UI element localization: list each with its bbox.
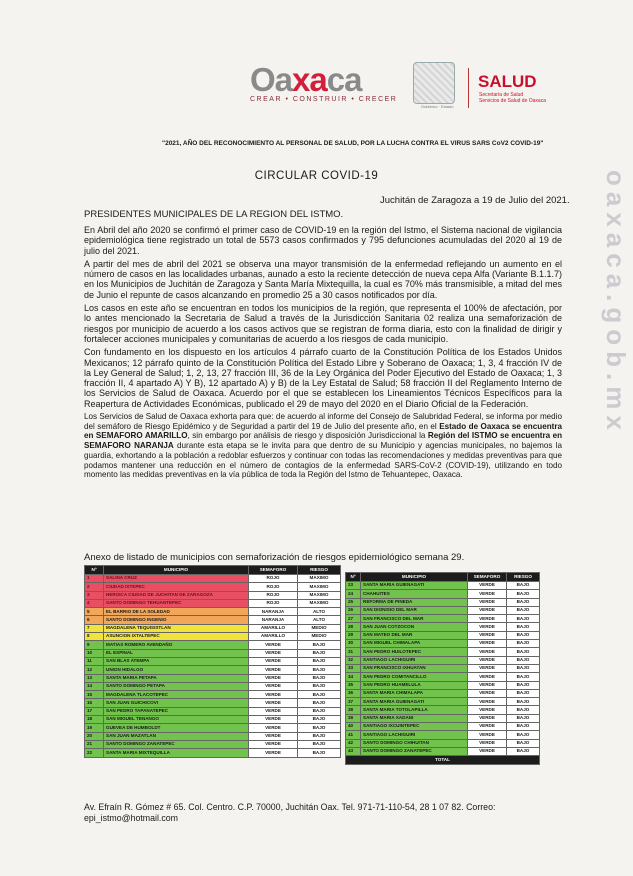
cell-municipio: SANTO DOMINGO PETAPA: [104, 682, 249, 690]
cell-municipio: SANTA MARIA MIXTEQUILLA: [104, 749, 249, 757]
table-row: [346, 640, 540, 648]
cell-num: 22: [85, 749, 104, 757]
cell-municipio: SANTO DOMINGO ZANATEPEC: [361, 747, 468, 755]
year-motto: "2021, AÑO DEL RECONOCIMIENTO AL PERSONAL DE SALUD, POR LA LUCHA CONTRA EL VIRUS SARS CoV2 COVID-19": [162, 140, 544, 147]
cell-riesgo: BAJO: [507, 664, 540, 672]
cell-riesgo: ALTO: [298, 616, 341, 624]
cell-num: 42: [346, 739, 361, 747]
cell-riesgo: BAJO: [507, 648, 540, 656]
table-row: [346, 706, 540, 714]
table-row: [85, 575, 341, 583]
table-row: [85, 591, 341, 599]
cell-riesgo: BAJO: [507, 747, 540, 755]
cell-semaforo: VERDE: [249, 724, 298, 732]
cell-num: 39: [346, 714, 361, 722]
cell-municipio: GUEVEA DE HUMBOLDT: [104, 724, 249, 732]
state-seal-icon: [413, 62, 455, 104]
cell-municipio: CHAHUITES: [361, 590, 468, 598]
cell-riesgo: BAJO: [507, 623, 540, 631]
cell-municipio: SAN FRANCISCO DEL MAR: [361, 615, 468, 623]
date-line: Juchitán de Zaragoza a 19 de Julio del 2021.: [380, 195, 570, 206]
cell-semaforo: VERDE: [468, 606, 507, 614]
cell-semaforo: VERDE: [249, 691, 298, 699]
cell-semaforo: NARANJA: [249, 616, 298, 624]
cell-num: 7: [85, 624, 104, 632]
table-row: [346, 689, 540, 697]
cell-riesgo: BAJO: [298, 682, 341, 690]
seal-caption: Gobierno · Estado: [421, 104, 454, 109]
cell-municipio: SAN DIONISIO DEL MAR: [361, 606, 468, 614]
cell-num: 38: [346, 706, 361, 714]
cell-semaforo: VERDE: [249, 732, 298, 740]
cell-num: 30: [346, 640, 361, 648]
risk-table-left: [84, 565, 341, 758]
cell-municipio: EL BARRIO DE LA SOLEDAD: [104, 608, 249, 616]
footer-email: epi_istmo@hotmail.com: [84, 813, 178, 823]
cell-semaforo: AMARILLO: [249, 624, 298, 632]
cell-num: 21: [85, 740, 104, 748]
header-divider: [468, 68, 469, 108]
cell-riesgo: BAJO: [507, 698, 540, 706]
cell-num: 20: [85, 732, 104, 740]
cell-semaforo: VERDE: [249, 641, 298, 649]
cell-municipio: SALINA CRUZ: [104, 575, 249, 583]
table-row: [346, 731, 540, 739]
cell-num: 2: [85, 583, 104, 591]
total-label: TOTAL: [346, 756, 540, 764]
cell-semaforo: VERDE: [249, 699, 298, 707]
logo-tagline: CREAR • CONSTRUIR • CRECER: [250, 96, 398, 103]
cell-num: 43: [346, 747, 361, 755]
cell-semaforo: VERDE: [468, 681, 507, 689]
table-row: [346, 739, 540, 747]
annex-title: Anexo de listado de municipios con semaforización de riesgos epidemiológico semana 29.: [84, 552, 465, 563]
cell-riesgo: BAJO: [298, 724, 341, 732]
cell-municipio: SANTA MARIA CHIMALAPA: [361, 689, 468, 697]
salud-logo: SALUD: [478, 72, 537, 91]
paragraph-3: Los casos en este año se encuentran en todos los municipios de la región, que representa el 100% de afectación, por lo antes mencionado la Secretaria de Salud a través de la Jurisdicción Sanitaria 02 realiza una semaforización de riesgos por municipio de acuerdo a los casos activos que se registran de forma diaria, esto con la finalidad de dirigir y fortalecer acciones municipales y comunitarias de acuerdo a los riesgos de cada municipio.: [84, 303, 562, 344]
paragraph-2: A partir del mes de abril del 2021 se observa una mayor transmisión de la enfermedad reflejando un aumento en el número de casos en las localidades urbanas, aunado a esto la reciente detección de nueva cepa Alfa (Variante B.1.1.7) en los Municipios de Juchitán de Zaragoza y Santa María Mixtequilla, la cual es 70% más transmisible, a mitad del mes de Junio el repunte de casos alcanzando en promedio 25 a 30 casos notificados por día.: [84, 258, 562, 300]
cell-riesgo: BAJO: [507, 590, 540, 598]
risk-table-right: [345, 572, 540, 765]
cell-semaforo: VERDE: [468, 640, 507, 648]
cell-municipio: SANTIAGO IXCUINTEPEC: [361, 723, 468, 731]
table-row: [346, 590, 540, 598]
cell-num: 26: [346, 606, 361, 614]
cell-semaforo: VERDE: [249, 716, 298, 724]
cell-semaforo: VERDE: [249, 666, 298, 674]
cell-municipio: SAN JUAN MAZATLAN: [104, 732, 249, 740]
cell-num: 6: [85, 616, 104, 624]
cell-municipio: SAN MIGUEL TENANGO: [104, 716, 249, 724]
cell-riesgo: BAJO: [298, 732, 341, 740]
watermark-side-graphic: oaxaca.gob.mx: [601, 170, 631, 436]
table-row: [346, 664, 540, 672]
document-title: CIRCULAR COVID-19: [254, 170, 379, 182]
cell-semaforo: VERDE: [468, 747, 507, 755]
cell-semaforo: ROJO: [249, 575, 298, 583]
cell-semaforo: VERDE: [468, 739, 507, 747]
table-row: [346, 615, 540, 623]
cell-num: 23: [346, 582, 361, 590]
cell-riesgo: BAJO: [298, 699, 341, 707]
cell-municipio: SANTA MARIA GUIENAGATI: [361, 582, 468, 590]
table-row: [346, 648, 540, 656]
table-row: [85, 649, 341, 657]
cell-num: 9: [85, 641, 104, 649]
table-row: [85, 724, 341, 732]
cell-municipio: SANTA MARIA GUIENAGATI: [361, 698, 468, 706]
cell-num: 24: [346, 590, 361, 598]
cell-num: 12: [85, 666, 104, 674]
cell-semaforo: VERDE: [468, 623, 507, 631]
table-row: [85, 624, 341, 632]
cell-semaforo: VERDE: [468, 648, 507, 656]
cell-num: 8: [85, 633, 104, 641]
cell-municipio: SANTA MARIA PETAPA: [104, 674, 249, 682]
cell-municipio: MAGDALENA TEQUISISTLAN: [104, 624, 249, 632]
cell-num: 14: [85, 682, 104, 690]
cell-num: 27: [346, 615, 361, 623]
table-row: [346, 598, 540, 606]
cell-semaforo: VERDE: [468, 582, 507, 590]
table-row: [85, 641, 341, 649]
col-municipio: MUNICIPIO: [361, 573, 468, 582]
table-row: [85, 716, 341, 724]
col-semaforo: SEMAFORO: [468, 573, 507, 582]
cell-semaforo: VERDE: [468, 598, 507, 606]
table-row: [346, 698, 540, 706]
table-row: [346, 747, 540, 755]
table-row: [346, 623, 540, 631]
col-semaforo: SEMAFORO: [249, 566, 298, 575]
cell-municipio: EL ESPINAL: [104, 649, 249, 657]
cell-municipio: SAN PEDRO COMITANCILLO: [361, 673, 468, 681]
cell-riesgo: MAXIMO: [298, 583, 341, 591]
cell-riesgo: BAJO: [507, 631, 540, 639]
cell-riesgo: MAXIMO: [298, 575, 341, 583]
cell-municipio: SAN FRANCISCO IXHUATAN: [361, 664, 468, 672]
cell-municipio: ASUNCION IXTALTEPEC: [104, 633, 249, 641]
cell-semaforo: VERDE: [468, 631, 507, 639]
cell-riesgo: BAJO: [507, 714, 540, 722]
cell-riesgo: MEDIO: [298, 633, 341, 641]
cell-riesgo: BAJO: [507, 681, 540, 689]
cell-semaforo: AMARILLO: [249, 633, 298, 641]
cell-semaforo: VERDE: [249, 674, 298, 682]
addressee: PRESIDENTES MUNICIPALES DE LA REGION DEL ISTMO.: [84, 209, 344, 220]
table-row: [346, 681, 540, 689]
cell-riesgo: BAJO: [298, 641, 341, 649]
cell-riesgo: BAJO: [507, 739, 540, 747]
cell-num: 18: [85, 716, 104, 724]
cell-num: 1: [85, 575, 104, 583]
cell-num: 25: [346, 598, 361, 606]
cell-num: 5: [85, 608, 104, 616]
cell-num: 34: [346, 673, 361, 681]
cell-riesgo: BAJO: [507, 656, 540, 664]
cell-semaforo: VERDE: [249, 682, 298, 690]
cell-riesgo: BAJO: [507, 706, 540, 714]
cell-riesgo: BAJO: [298, 657, 341, 665]
table-row: [346, 673, 540, 681]
cell-semaforo: VERDE: [249, 740, 298, 748]
cell-num: 29: [346, 631, 361, 639]
cell-riesgo: MEDIO: [298, 624, 341, 632]
table-total-row: [346, 756, 540, 764]
cell-municipio: SANTA MARIA TOTOLAPILLA: [361, 706, 468, 714]
cell-semaforo: NARANJA: [249, 608, 298, 616]
table-row: [85, 699, 341, 707]
cell-municipio: UNION HIDALGO: [104, 666, 249, 674]
table-row: [85, 740, 341, 748]
cell-num: 19: [85, 724, 104, 732]
cell-riesgo: MAXIMO: [298, 591, 341, 599]
cell-semaforo: VERDE: [468, 664, 507, 672]
paragraph-5: Los Servicios de Salud de Oaxaca exhorta para que: de acuerdo al informe del Consejo de Salubridad Federal, se informa por medio del semáforo de Riesgo Epidémico y de Seguridad a partir del 19 de Julio del presente año, en el Estado de Oaxaca se encuentra en SEMAFORO AMARILLO, sin embargo por análisis de riesgo y disposición Jurisdiccional la Región del ISTMO se encuentra en SEMAFORO NARANJA durante esta etapa se le invita para que dentro de su Municipio y agencias municipales, no bajemos la guardia, exhortando a la población a redoblar esfuerzos y continuar con todas las recomendaciones y medidas preventivas para que podamos mantener una reducción en el número de contagios de la enfermedad SARS-CoV-2 (COVID-19), utilizando en todo momento las medidas preventivas en la vía pública de toda la Región del Istmo de Tehuantepec, Oaxaca.: [84, 412, 563, 480]
table-row: [85, 749, 341, 757]
cell-municipio: SANTO DOMINGO INGENIO: [104, 616, 249, 624]
footer-line-1: Av. Efraín R. Gómez # 65. Col. Centro. C.P. 70000, Juchitán Oax. Tel. 971-71-110-54, 28 1 07 82. Correo:: [84, 802, 496, 812]
paragraph-1: En Abril del año 2020 se confirmó el primer caso de COVID-19 en la región del Istmo, el Sistema nacional de vigilancia epidemiológica tiene registrado un total de 5573 casos confirmados y 795 defunciones acumuladas del 2020 al 19 de julio del 2021.: [84, 225, 562, 256]
cell-municipio: SAN JUAN COTZOCON: [361, 623, 468, 631]
cell-municipio: SAN JUAN GUICHICOVI: [104, 699, 249, 707]
cell-municipio: SAN BLAS ATEMPA: [104, 657, 249, 665]
table-row: [346, 723, 540, 731]
table-row: [85, 657, 341, 665]
cell-num: 35: [346, 681, 361, 689]
table-row: [346, 606, 540, 614]
cell-semaforo: VERDE: [468, 615, 507, 623]
cell-num: 41: [346, 731, 361, 739]
cell-riesgo: BAJO: [298, 666, 341, 674]
cell-num: 31: [346, 648, 361, 656]
cell-riesgo: BAJO: [298, 649, 341, 657]
cell-semaforo: VERDE: [249, 749, 298, 757]
cell-semaforo: VERDE: [249, 707, 298, 715]
cell-riesgo: BAJO: [507, 615, 540, 623]
cell-num: 15: [85, 691, 104, 699]
table-row: [85, 666, 341, 674]
cell-municipio: SANTIAGO LACHIGUIRI: [361, 731, 468, 739]
cell-riesgo: BAJO: [507, 598, 540, 606]
table-header-row: [346, 573, 540, 582]
cell-semaforo: VERDE: [468, 723, 507, 731]
cell-riesgo: BAJO: [298, 749, 341, 757]
cell-semaforo: VERDE: [468, 656, 507, 664]
table-row: [346, 656, 540, 664]
col-riesgo: RIESGO: [298, 566, 341, 575]
cell-riesgo: BAJO: [298, 691, 341, 699]
cell-riesgo: BAJO: [298, 716, 341, 724]
cell-semaforo: VERDE: [468, 731, 507, 739]
table-row: [346, 631, 540, 639]
cell-num: 28: [346, 623, 361, 631]
cell-semaforo: VERDE: [468, 706, 507, 714]
cell-num: 3: [85, 591, 104, 599]
table-row: [85, 608, 341, 616]
table-row: [85, 674, 341, 682]
cell-semaforo: ROJO: [249, 599, 298, 607]
cell-riesgo: BAJO: [507, 731, 540, 739]
cell-riesgo: BAJO: [507, 640, 540, 648]
cell-municipio: MATIAS ROMERO AVENDAÑO: [104, 641, 249, 649]
oaxaca-wordmark: Oaxaca: [250, 61, 362, 98]
col-riesgo: RIESGO: [507, 573, 540, 582]
salud-subtitle: Secretaría de Salud Servicios de Salud de Oaxaca: [479, 92, 546, 104]
cell-num: 40: [346, 723, 361, 731]
document-body: [84, 225, 562, 483]
table-row: [85, 633, 341, 641]
oaxaca-logo: [250, 61, 398, 103]
cell-municipio: SANTO DOMINGO CHIHUITAN: [361, 739, 468, 747]
cell-municipio: SANTA MARIA XADANI: [361, 714, 468, 722]
cell-municipio: HEROICA CIUDAD DE JUCHITAN DE ZARAGOZA: [104, 591, 249, 599]
cell-municipio: CIUDAD IXTEPEC: [104, 583, 249, 591]
cell-riesgo: BAJO: [507, 689, 540, 697]
cell-municipio: SANTO DOMINGO TEHUANTEPEC: [104, 599, 249, 607]
paragraph-4: Con fundamento en los dispuesto en los artículos 4 párrafo cuarto de la Constitución Política de los Estados Unidos Mexicanos; 12 párrafo quinto de la Constitución Política del Estado Libre y Soberano de Oaxaca; 1, 3, 4 fracción IV de la Ley General de Salud; 1, 2, 13, 27 fracción III, 36 de la Ley Orgánica del Poder Ejecutivo del Estado de Oaxaca; 1, 3 fracción II, 4 apartado A) Y B), 12 apartado A) y B) de la Ley Estatal de Salud; 58 fracción II del Reglamento Interno de los Servicios de Salud de Oaxaca. Acuerdo por el que se establecen los Lineamientos Técnicos Específicos para la Reapertura de Actividades Económicas, publicado el 29 de mayo del 2020 en el Diario Oficial de la Federación.: [84, 347, 562, 409]
table-row: [85, 599, 341, 607]
cell-num: 17: [85, 707, 104, 715]
cell-riesgo: ALTO: [298, 608, 341, 616]
cell-riesgo: BAJO: [507, 673, 540, 681]
table-header-row: [85, 566, 341, 575]
cell-num: 33: [346, 664, 361, 672]
cell-semaforo: ROJO: [249, 591, 298, 599]
cell-num: 16: [85, 699, 104, 707]
cell-num: 10: [85, 649, 104, 657]
cell-riesgo: BAJO: [298, 740, 341, 748]
cell-semaforo: ROJO: [249, 583, 298, 591]
cell-num: 4: [85, 599, 104, 607]
cell-municipio: SAN MATEO DEL MAR: [361, 631, 468, 639]
cell-semaforo: VERDE: [249, 657, 298, 665]
cell-riesgo: BAJO: [507, 582, 540, 590]
cell-municipio: REFORMA DE PINEDA: [361, 598, 468, 606]
col-num: Nº: [346, 573, 361, 582]
footer-address: [84, 802, 554, 824]
col-num: Nº: [85, 566, 104, 575]
cell-riesgo: MAXIMO: [298, 599, 341, 607]
cell-municipio: SAN PEDRO HUILOTEPEC: [361, 648, 468, 656]
cell-semaforo: VERDE: [468, 698, 507, 706]
cell-municipio: SANTO DOMINGO ZANATEPEC: [104, 740, 249, 748]
cell-riesgo: BAJO: [298, 707, 341, 715]
table-row: [85, 616, 341, 624]
cell-municipio: SAN PEDRO HUAMELULA: [361, 681, 468, 689]
table-row: [85, 583, 341, 591]
cell-semaforo: VERDE: [468, 590, 507, 598]
cell-municipio: MAGDALENA TLACOTEPEC: [104, 691, 249, 699]
table-row: [346, 714, 540, 722]
table-row: [85, 707, 341, 715]
col-municipio: MUNICIPIO: [104, 566, 249, 575]
cell-riesgo: BAJO: [298, 674, 341, 682]
cell-num: 13: [85, 674, 104, 682]
cell-num: 37: [346, 698, 361, 706]
cell-semaforo: VERDE: [468, 714, 507, 722]
cell-riesgo: BAJO: [507, 723, 540, 731]
cell-num: 11: [85, 657, 104, 665]
cell-municipio: SAN PEDRO TAPANATEPEC: [104, 707, 249, 715]
table-row: [346, 582, 540, 590]
cell-riesgo: BAJO: [507, 606, 540, 614]
bleed-through-mark: [38, 80, 43, 94]
table-row: [85, 682, 341, 690]
cell-municipio: SAN MIGUEL CHIMALAPA: [361, 640, 468, 648]
cell-num: 36: [346, 689, 361, 697]
cell-municipio: SANTIAGO LACHIGUIRI: [361, 656, 468, 664]
cell-semaforo: VERDE: [249, 649, 298, 657]
cell-num: 32: [346, 656, 361, 664]
table-row: [85, 732, 341, 740]
cell-semaforo: VERDE: [468, 673, 507, 681]
table-row: [85, 691, 341, 699]
cell-semaforo: VERDE: [468, 689, 507, 697]
